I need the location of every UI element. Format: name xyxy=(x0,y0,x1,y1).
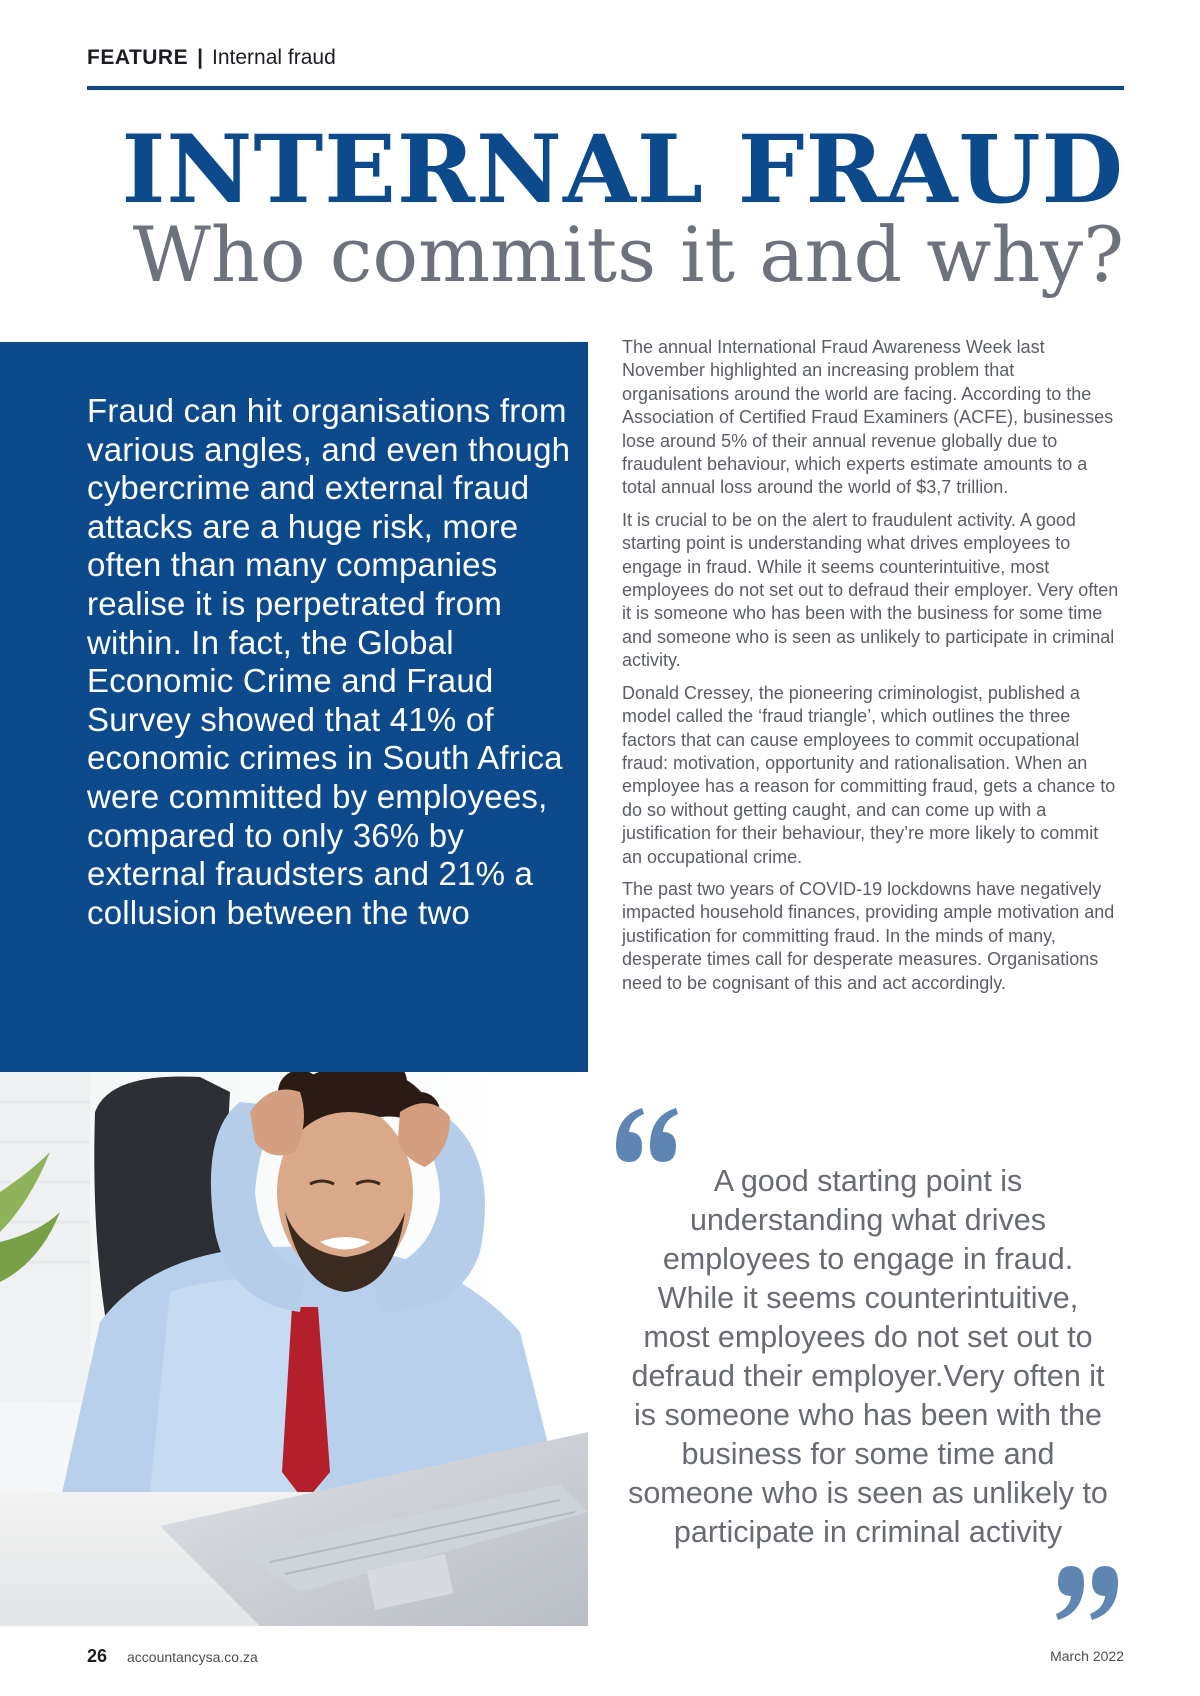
running-header xyxy=(87,46,336,70)
issue-date: March 2022 xyxy=(1050,1648,1124,1664)
page-number: 26 xyxy=(87,1646,108,1666)
body-paragraph: The past two years of COVID-19 lockdowns have negatively impacted household finances, providing ample motivation and justification for committing fraud. In the minds of many, desperate times call for desperate measures. Organisations need to be cognisant of this and act accordingly. xyxy=(622,878,1115,993)
header-separator: | xyxy=(197,46,203,69)
quote-close-icon xyxy=(1052,1564,1122,1627)
article-title: INTERNAL FRAUD xyxy=(121,115,1124,225)
intro-text: Fraud can hit organisations from various angles, and even though cybercrime and external fraud attacks are a huge risk, more often than many companies realise it is perpetrated from within. In fact, the Global Economic Crime and Fraud Survey showed that 41% of economic crimes in South Africa were committed by employees, compared to only 36% by external fraudsters and 21% a collusion between the two xyxy=(87,392,571,931)
stressed-man-photo xyxy=(0,1072,588,1626)
section-label: FEATURE xyxy=(87,46,189,69)
topic-label: Internal fraud xyxy=(212,46,336,69)
body-paragraph: The annual International Fraud Awareness Week last November highlighted an increasing problem that organisations around the world are facing. According to the Association of Certified Fraud Examiners (ACFE), businesses lose around 5% of their annual revenue globally due to fraudulent behaviour, which experts estimate amounts to a total annual loss around the world of $3,7 trillion. xyxy=(622,337,1114,498)
article-subtitle: Who commits it and why? xyxy=(132,210,1124,299)
quote-open-icon xyxy=(612,1106,682,1169)
pull-quote: A good starting point is understanding what drives employees to engage in fraud. While it seems counterintuitive, most employees do not set out to defraud their employer.Very often it is someone who has been with the business for some time and someone who is seen as unlikely to participate in criminal activity xyxy=(628,1164,1108,1549)
header-divider xyxy=(87,86,1124,90)
website-link[interactable]: accountancysa.co.za xyxy=(127,1649,258,1665)
body-paragraph: Donald Cressey, the pioneering criminologist, published a model called the ‘fraud triangle’, which outlines the three factors that can cause employees to commit occupational fraud: motivation, opportunity and rationalisation. When an employee has a reason for committing fraud, gets a chance to do so without getting caught, and can come up with a justification for their behaviour, they’re more likely to commit an occupational crime. xyxy=(622,682,1116,867)
article-body xyxy=(622,336,1120,1004)
photo-illustration xyxy=(0,1072,588,1626)
body-paragraph: It is crucial to be on the alert to fraudulent activity. A good starting point is understanding what drives employees to engage in fraud. While it seems counterintuitive, most employees do not set out to defraud their employer. Very often it is someone who has been with the business for some time and someone who is seen as unlikely to participate in criminal activity. xyxy=(622,509,1119,671)
